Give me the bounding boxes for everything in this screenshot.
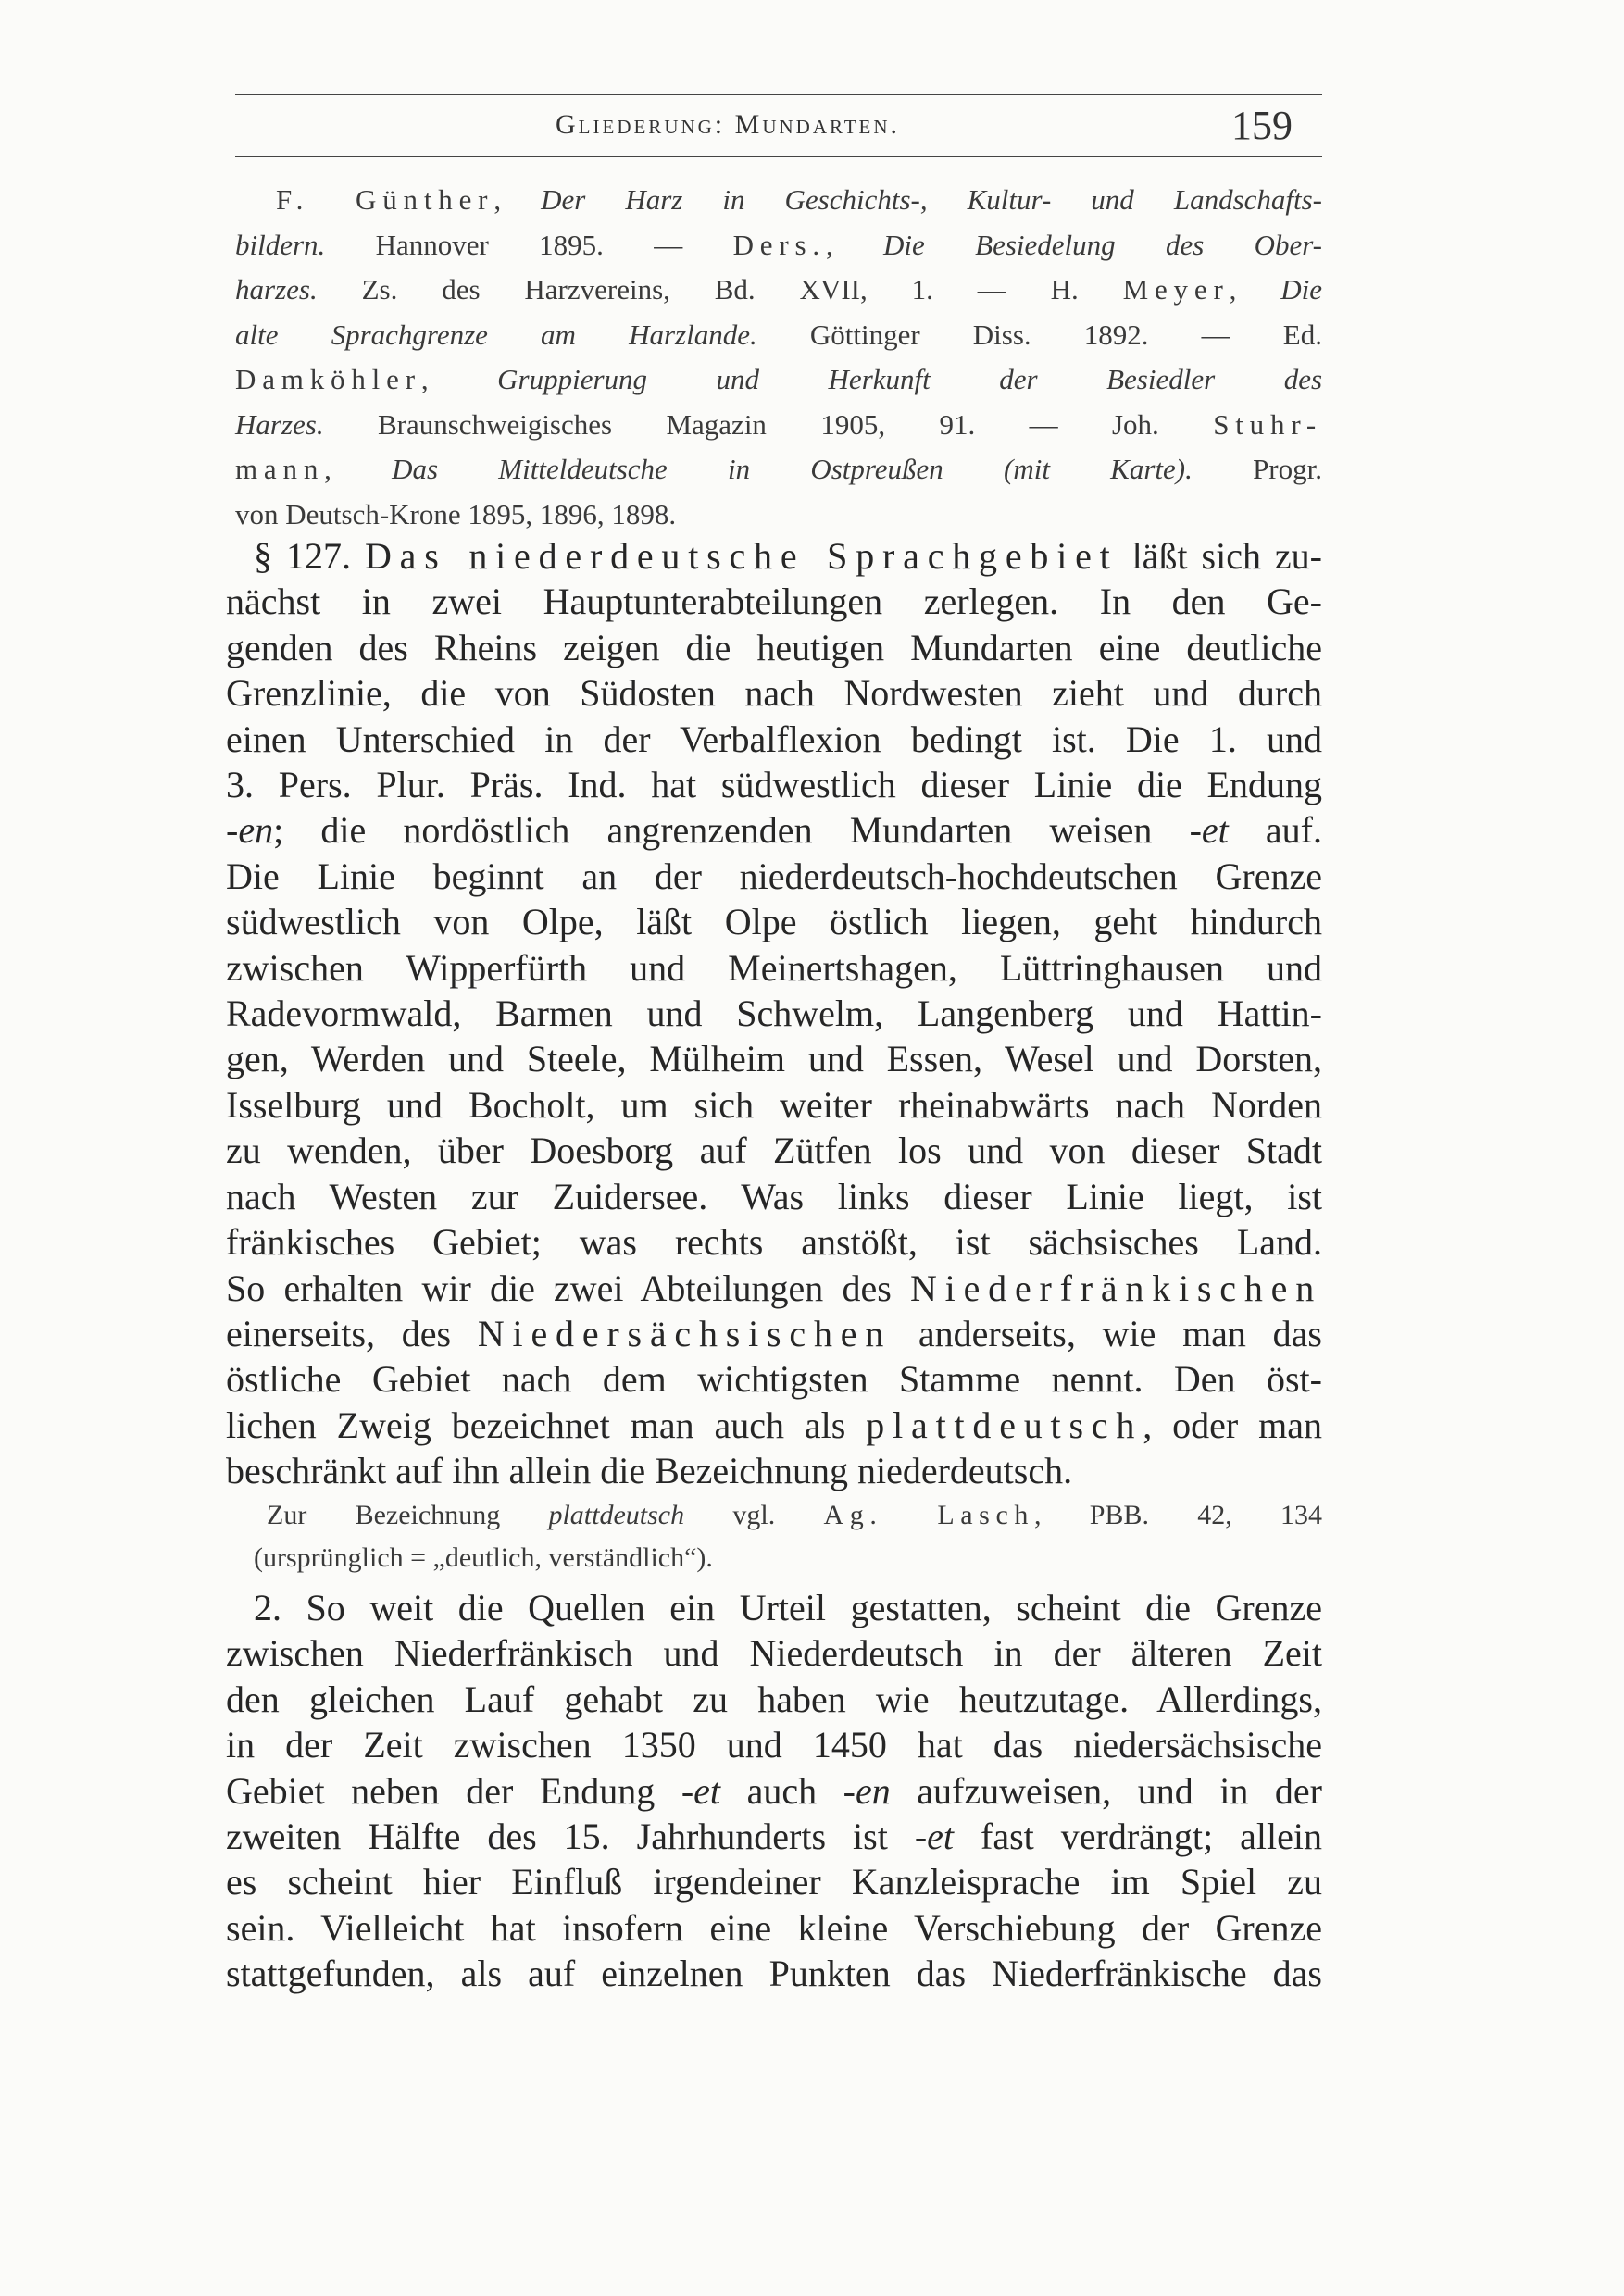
biblio-line: Harzes. Braunschweigisches Magazin 1905, 91. — Joh. Stuhr- xyxy=(235,407,1322,441)
text-line: zweiten Hälfte des 15. Jahrhunderts ist -et fast verdrängt; allein xyxy=(226,1816,1322,1858)
text-line: Gebiet neben der Endung -et auch -en aufzuweisen, und in der xyxy=(226,1769,1323,1812)
text-line: es scheint hier Einfluß irgendeiner Kanzleisprache im Spiel zu xyxy=(226,1861,1322,1903)
text-line: nach Westen zur Zuidersee. Was links dieser Linie liegt, ist xyxy=(226,1175,1322,1217)
biblio-line: von Deutsch-Krone 1895, 1896, 1898. xyxy=(235,497,677,530)
biblio-line: bildern. Hannover 1895. — Ders., Die Besiedelung des Ober- xyxy=(235,228,1323,261)
biblio-line: mann, Das Mitteldeutsche in Ostpreußen (mit Karte). Progr. xyxy=(235,453,1322,485)
bibliography-block xyxy=(235,178,1322,537)
text-line: zu wenden, über Doesborg auf Zütfen los und von dieser Stadt xyxy=(226,1129,1322,1172)
text-line: -en; die nordöstlich angrenzenden Mundarten weisen -et auf. xyxy=(226,809,1323,852)
text-line: § 127. Das niederdeutsche Sprachgebiet läßt sich zu- xyxy=(254,535,1322,577)
text-line: nächst in zwei Hauptunterabteilungen zerlegen. In den Ge- xyxy=(226,580,1322,623)
text-line: stattgefunden, als auf einzelnen Punkten das Niederfränkische das xyxy=(226,1953,1322,1995)
text-line: östliche Gebiet nach dem wichtigsten Stamme nennt. Den öst- xyxy=(226,1358,1322,1401)
note-line: Zur Bezeichnung plattdeutsch vgl. Ag. Lasch, PBB. 42, 134 xyxy=(267,1500,1322,1530)
text-line: einerseits, des Niedersächsischen anderseits, wie man das xyxy=(226,1312,1323,1354)
text-line: in der Zeit zwischen 1350 und 1450 hat das niedersächsische xyxy=(226,1724,1322,1766)
header-rule-bottom xyxy=(235,156,1322,157)
paragraph-2 xyxy=(226,1585,1322,1997)
text-line: 2. So weit die Quellen ein Urteil gestatten, scheint die Grenze xyxy=(254,1587,1322,1628)
text-line: gen, Werden und Steele, Mülheim und Essen, Wesel und Dorsten, xyxy=(226,1038,1322,1080)
text-line: 3. Pers. Plur. Präs. Ind. hat südwestlich dieser Linie die Endung xyxy=(226,764,1322,806)
text-line: einen Unterschied in der Verbalflexion bedingt ist. Die 1. und xyxy=(226,718,1322,760)
text-line: zwischen Wipperfürth und Meinertshagen, Lüttringhausen und xyxy=(226,946,1322,989)
text-line: sein. Vielleicht hat insofern eine kleine Verschiebung der Grenze xyxy=(226,1906,1322,1949)
text-line: beschränkt auf ihn allein die Bezeichnung niederdeutsch. xyxy=(226,1450,1073,1492)
biblio-line: alte Sprachgrenze am Harzlande. Göttinger Diss. 1892. — Ed. xyxy=(235,318,1322,351)
text-line: südwestlich von Olpe, läßt Olpe östlich liegen, geht hindurch xyxy=(226,901,1322,943)
text-line: Grenzlinie, die von Südosten nach Nordwesten zieht und durch xyxy=(226,672,1322,715)
text-line: lichen Zweig bezeichnet man auch als plattdeutsch, oder man xyxy=(226,1404,1322,1446)
biblio-line: harzes. Zs. des Harzvereins, Bd. XVII, 1. — H. Meyer, Die xyxy=(235,273,1322,306)
footnote-block xyxy=(254,1494,1322,1579)
text-line: Die Linie beginnt an der niederdeutsch-hochdeutschen Grenze xyxy=(226,855,1322,897)
paragraph-127 xyxy=(226,533,1322,1494)
text-line: zwischen Niederfränkisch und Niederdeutsch in der älteren Zeit xyxy=(226,1632,1322,1675)
biblio-line: F. Günther, Der Harz in Geschichts-, Kultur- und Landschafts- xyxy=(276,183,1322,216)
biblio-line: Damköhler, Gruppierung und Herkunft der Besiedler des xyxy=(235,363,1323,395)
text-line: Isselburg und Bocholt, um sich weiter rheinabwärts nach Norden xyxy=(226,1083,1322,1126)
text-line: Radevormwald, Barmen und Schwelm, Langenberg und Hattin- xyxy=(226,992,1322,1035)
running-head: Gliederung: Mundarten. xyxy=(556,109,901,140)
note-line: (ursprünglich = „deutlich, verständlich“). xyxy=(254,1542,713,1573)
text-line: genden des Rheins zeigen die heutigen Mundarten eine deutliche xyxy=(226,626,1322,668)
text-line: den gleichen Lauf gehabt zu haben wie heutzutage. Allerdings, xyxy=(226,1678,1322,1720)
header-rule-top xyxy=(235,94,1322,95)
page-number: 159 xyxy=(1231,103,1293,148)
text-line: So erhalten wir die zwei Abteilungen des Niederfränkischen xyxy=(226,1267,1322,1309)
text-line: fränkisches Gebiet; was rechts anstößt, ist sächsisches Land. xyxy=(226,1221,1322,1264)
